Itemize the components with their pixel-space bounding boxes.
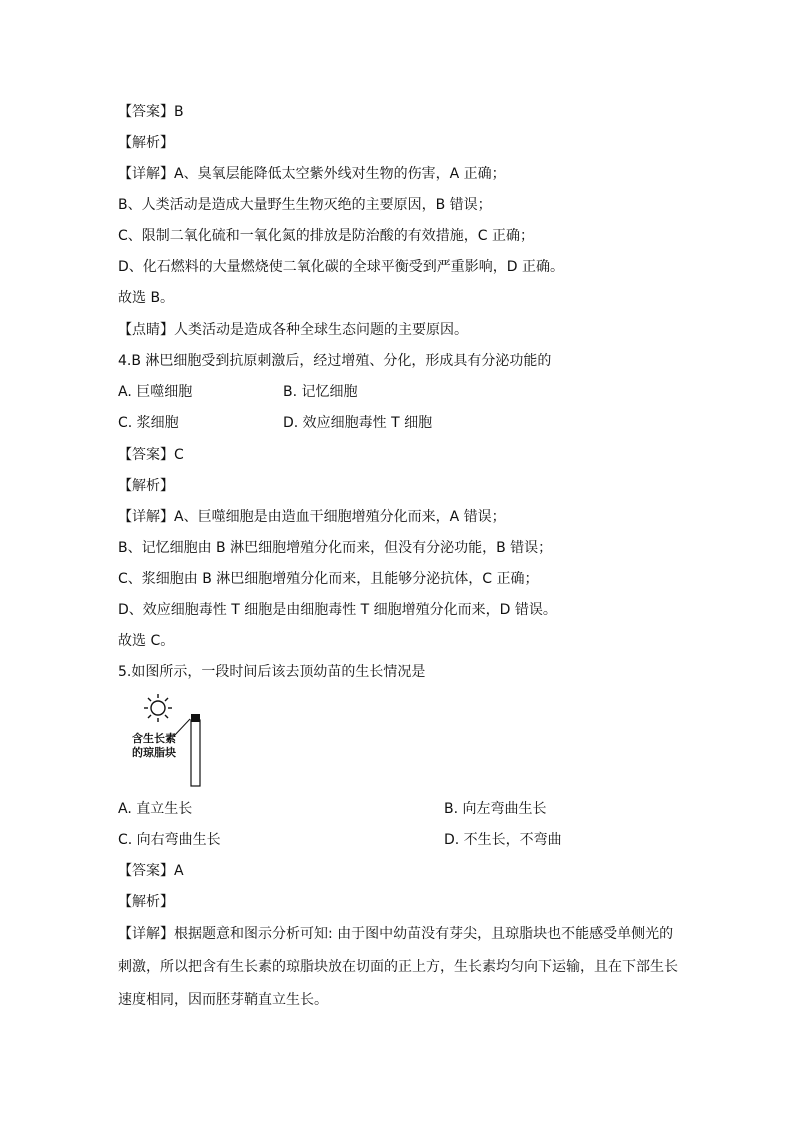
q3-detail-line: B、人类活动是造成大量野生生物灭绝的主要原因，B 错误；	[118, 197, 492, 213]
q3-detail-line: D、化石燃料的大量燃烧使二氧化碳的全球平衡受到严重影响，D 正确。	[118, 259, 565, 275]
q4-detail-line: B、记忆细胞由 B 淋巴细胞增殖分化而来，但没有分泌功能，B 错误；	[118, 540, 553, 556]
q5-option-a: A. 直立生长	[118, 801, 193, 817]
q4-analysis-heading: 【解析】	[118, 478, 174, 494]
q4-conclusion: 故选 C。	[118, 633, 175, 649]
q5-detail-line: 【详解】根据题意和图示分析可知: 由于图中幼苗没有芽尖，且琼脂块也不能感受单侧光的	[118, 926, 674, 942]
q3-detail-line: C、限制二氧化硫和一氧化氮的排放是防治酸的有效措施，C 正确；	[118, 228, 534, 244]
q5-option-b: B. 向左弯曲生长	[444, 801, 547, 817]
q3-tip: 【点睛】人类活动是造成各种全球生态问题的主要原因。	[118, 322, 468, 338]
q4-detail-line: D、效应细胞毒性 T 细胞是由细胞毒性 T 细胞增殖分化而来，D 错误。	[118, 602, 557, 618]
q4-detail-line: C、浆细胞由 B 淋巴细胞增殖分化而来，且能够分泌抗体，C 正确；	[118, 571, 539, 587]
q4-option-d: D. 效应细胞毒性 T 细胞	[283, 415, 433, 431]
q4-option-c: C. 浆细胞	[118, 415, 179, 431]
q4-option-b: B. 记忆细胞	[283, 384, 358, 400]
q5-option-c: C. 向右弯曲生长	[118, 832, 221, 848]
q3-answer: 【答案】B	[118, 104, 184, 120]
q4-option-a: A. 巨噬细胞	[118, 384, 193, 400]
q5-stem: 5.如图所示，一段时间后该去顶幼苗的生长情况是	[118, 664, 426, 680]
q5-analysis-heading: 【解析】	[118, 894, 174, 910]
q4-answer: 【答案】C	[118, 447, 184, 463]
q3-conclusion: 故选 B。	[118, 290, 175, 306]
q3-detail-line: 【详解】A、臭氧层能降低太空紫外线对生物的伤害，A 正确；	[118, 166, 506, 182]
q5-option-d: D. 不生长，不弯曲	[444, 832, 562, 848]
q5-detail-line: 速度相同，因而胚芽鞘直立生长。	[118, 992, 328, 1008]
seedling-figure	[124, 692, 216, 788]
q4-stem: 4.B 淋巴细胞受到抗原刺激后，经过增殖、分化，形成具有分泌功能的	[118, 353, 552, 369]
agar-block-label-line2: 的琼脂块	[132, 746, 176, 759]
agar-block-label-line1: 含生长素	[132, 732, 176, 745]
q5-answer: 【答案】A	[118, 863, 184, 879]
q3-analysis-heading: 【解析】	[118, 135, 174, 151]
q4-detail-line: 【详解】A、巨噬细胞是由造血干细胞增殖分化而来，A 错误；	[118, 509, 506, 525]
q5-detail-line: 刺激，所以把含有生长素的琼脂块放在切面的正上方，生长素均匀向下运输，且在下部生长	[118, 959, 678, 975]
